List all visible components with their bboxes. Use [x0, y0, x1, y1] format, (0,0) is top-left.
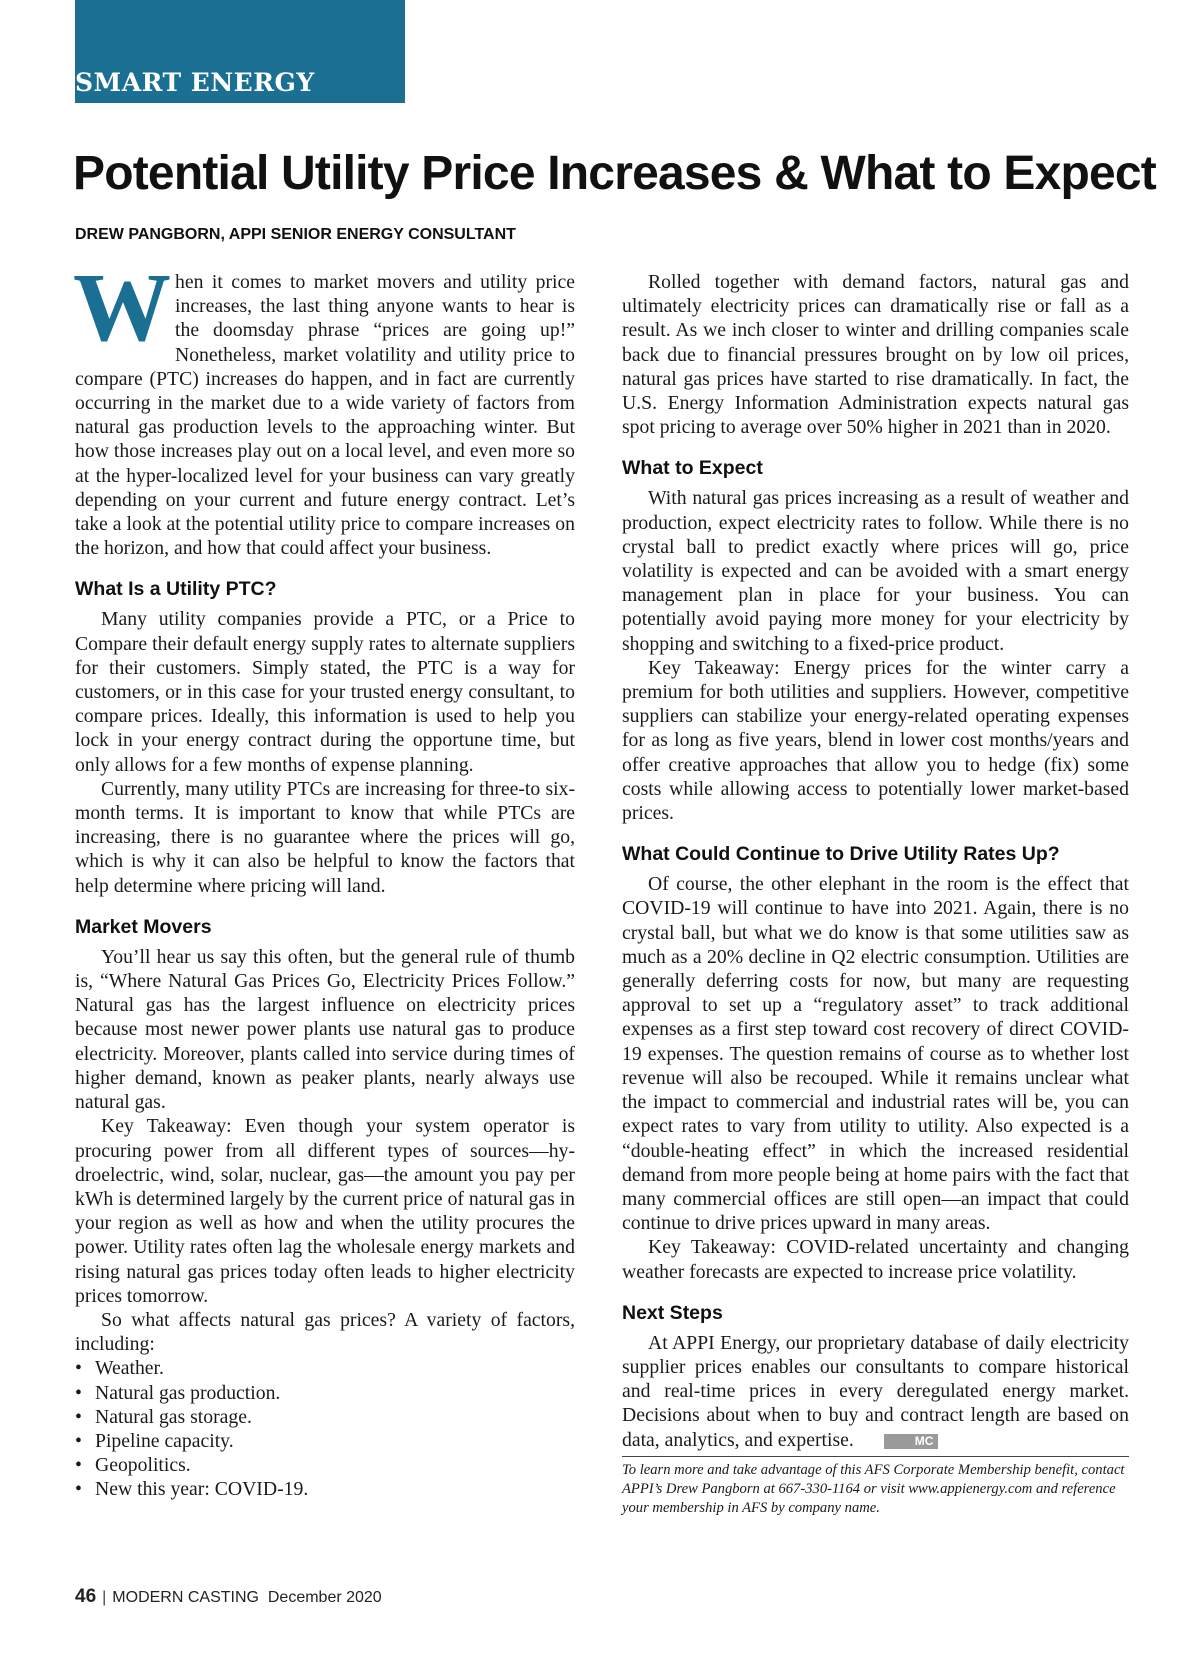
- intro-paragraph: [73, 254, 575, 560]
- paragraph: You’ll hear us say this often, but the general rule of thumb is, “Where Natural Gas Prices Go, Electricity Prices Follow.” Natural gas has the largest influence on electricity prices because most newer power plants use natural gas to produce electricity. Moreover, plants called into service during times of higher demand, known as peaker plants, nearly always use natural gas.: [75, 945, 575, 1114]
- page-footer: [75, 1586, 382, 1608]
- membership-note: [622, 1456, 1129, 1518]
- article-title: Potential Utility Price Increases & What to Expect: [73, 147, 1156, 200]
- heading-next-steps: Next Steps: [622, 1301, 723, 1324]
- left-column: [73, 254, 575, 1502]
- paragraph: Key Takeaway: Even though your system operator is procuring power from all different types of sources—hydroelectric, wind, solar, nuclear, gas—the amount you pay per kWh is determined largely by the current price of natural gas in your region as well as how and when the utility procures the power. Utility rates often lag the wholesale energy markets and rising natural gas prices today often leads to higher electricity prices tomorrow.: [75, 1115, 575, 1307]
- heading-what-to-expect: What to Expect: [622, 457, 763, 480]
- paragraph: Key Takeaway: Energy prices for the winter carry a premium for both utilities and suppliers. However, competitive suppliers can stabilize your energy-related operating expenses for as long as five years, blend in lower cost months/years and offer creative approaches that allow you to hedge (fix) some costs while allowing access to potentially lower market-based prices.: [622, 656, 1129, 825]
- list-item: • Pipeline capacity.: [75, 1429, 575, 1453]
- right-column: [622, 270, 1129, 1518]
- magazine-name: MODERN CASTING: [112, 1589, 259, 1606]
- paragraph: With natural gas prices increasing as a result of weather and production, expect electricity rates to follow. While there is no crystal ball to predict exactly where prices will go, price volatility is expected and can be avoided with a smart energy management plan in place for your business. You can potentially avoid paying more money for your electricity by shopping and switching to a fixed-price product.: [622, 487, 1129, 655]
- issue-date: December 2020: [267, 1589, 382, 1606]
- factors-list: [75, 1356, 575, 1501]
- heading-market-movers: Market Movers: [75, 915, 212, 938]
- section-tab: [75, 0, 405, 103]
- list-item: • Natural gas production.: [75, 1381, 575, 1405]
- paragraph: Currently, many utility PTCs are increasing for three-to six-month terms. It is important to know that while PTCs are increasing, there is no guarantee where the prices will go, which is why it can also be helpful to know the factors that help determine where pricing will land.: [75, 777, 575, 897]
- paragraph: Many utility companies provide a PTC, or a Price to Compare their default energy supply rates to alternate suppliers for their customers. Simply stated, the PTC is a way for customers, or in this case for your trusted energy consultant, to compare prices. Ideally, this information is used to help you lock in your energy contract during the opportune time, but only allows for a few months of expense planning.: [75, 608, 575, 776]
- paragraph: Key Takeaway: COVID-related uncertainty and changing weather forecasts are expected to increase price volatility.: [622, 1236, 1129, 1283]
- footer-separator: |: [102, 1589, 107, 1606]
- byline: DREW PANGBORN, APPI SENIOR ENERGY CONSULTANT: [75, 226, 516, 243]
- intro-text: hen it comes to market movers and utility price increases, the last thing anyone wants to hear is the doomsday phrase “prices are going up!” Nonetheless, market volatility and utility price to compare (PTC) increases do happen, and in fact are currently occurring in the market due to a wide variety of factors from natural gas production levels to the approaching winter. But how those increases play out on a local level, and even more so at the hyper-localized level for your business can vary greatly depending on your current and future energy contract. Let’s take a look at the potential utility price to compare increases on the horizon, and how that could affect your business.: [75, 271, 575, 560]
- heading-drive-rates: What Could Continue to Drive Utility Rates Up?: [622, 843, 1060, 866]
- list-item: • Geopolitics.: [75, 1453, 575, 1477]
- list-item: • Natural gas storage.: [75, 1405, 575, 1429]
- list-item: • Weather.: [75, 1356, 575, 1380]
- paragraph: So what affects natural gas prices? A variety of factors, including:: [75, 1308, 575, 1356]
- drop-cap: W: [73, 254, 171, 362]
- heading-utility-ptc: What Is a Utility PTC?: [75, 578, 277, 601]
- list-item: • New this year: COVID-19.: [75, 1477, 575, 1501]
- paragraph: Rolled together with demand factors, natural gas and ultimately electricity prices can dramatically rise or fall as a result. As we inch closer to winter and drilling companies scale back due to financial pressures brought on by low oil prices, natural gas prices have started to rise dramatically. In fact, the U.S. Energy Information Administration expects natural gas spot pricing to average over 50% higher in 2021 than in 2020.: [622, 271, 1129, 439]
- page-number: 46: [75, 1586, 97, 1607]
- paragraph: Of course, the other elephant in the room is the effect that COVID-19 will continue to have into 2021. Again, there is no crystal ball, but what we do know is that some utilities saw as much as a 20% decline in Q2 electric consumption. Utilities are generally deferring costs for now, but many are requesting approval to set up a “regulatory asset” to track additional expenses as a first step toward cost recovery of direct COVID-19 expenses. The question remains of course as to whether lost revenue will also be recouped. While it remains unclear what the impact to commercial and industrial rates will be, you can expect rates to vary from utility to utility. Also expected is a “double-heating effect” in which the increased residential demand from more people being at home pairs with the fact that many commercial offices are still open—an impact that could continue to drive prices upward in many areas.: [622, 873, 1129, 1235]
- mc-end-badge: MC: [884, 1434, 939, 1449]
- next-steps-text: At APPI Energy, our proprietary database of daily electricity supplier prices enables our consultants to compare historical and real-time prices in every deregulated energy market. Decisions about when to buy and contract length are based on data, analytics, and expertise.: [622, 1331, 1129, 1451]
- section-label: SMART ENERGY: [75, 68, 315, 97]
- membership-note-text: To learn more and take advantage of this AFS Corporate Membership benefit, contact APPI’s Drew Pangborn at 667-330-1164 or visit www.appienergy.com and reference your membership in AFS by company name.: [622, 1461, 1125, 1516]
- paragraph: [622, 1331, 1129, 1452]
